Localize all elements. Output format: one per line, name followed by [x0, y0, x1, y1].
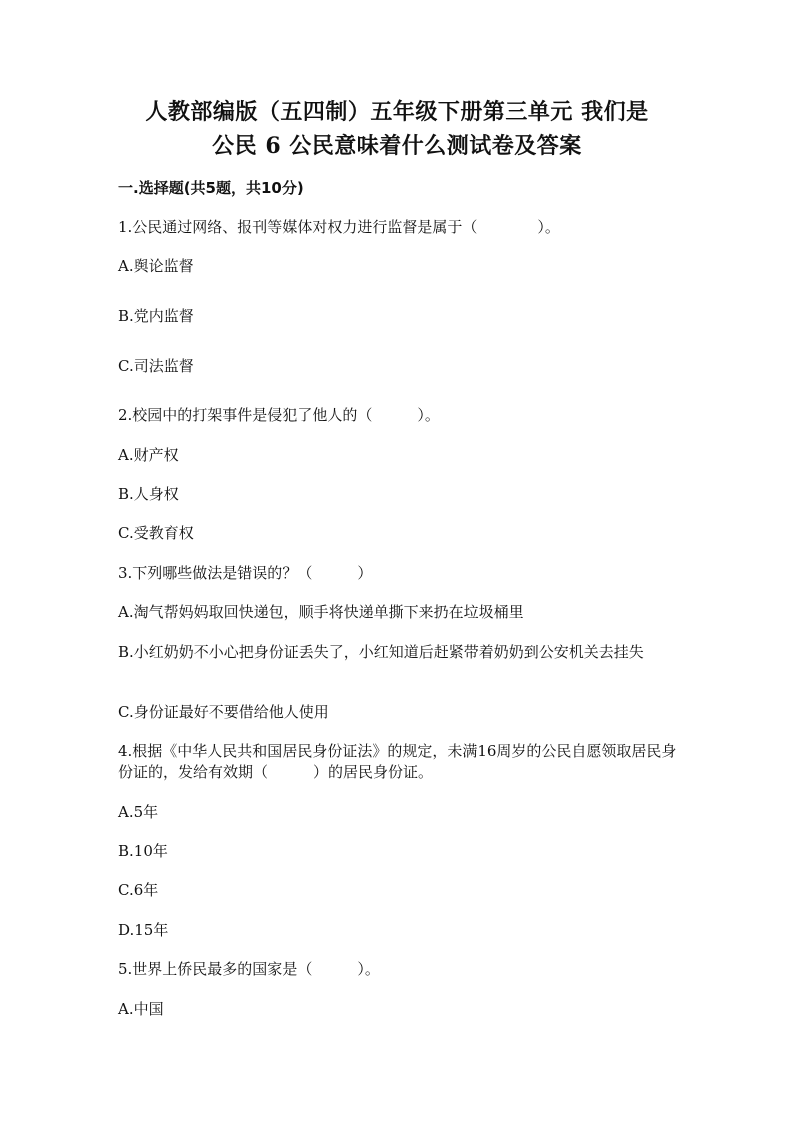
question-1-option-a: A.舆论监督 [118, 257, 194, 275]
question-4-option-d: D.15年 [118, 921, 169, 939]
question-2-option-b: B.人身权 [118, 485, 179, 503]
question-4-option-b: B.10年 [118, 842, 168, 860]
question-4-option-c: C.6年 [118, 881, 159, 899]
question-3-option-a: A.淘气帮妈妈取回快递包，顺手将快递单撕下来扔在垃圾桶里 [118, 603, 524, 621]
question-2-option-a: A.财产权 [118, 446, 179, 464]
question-1-option-b: B.党内监督 [118, 307, 194, 325]
question-1-option-c: C.司法监督 [118, 357, 194, 375]
question-5-option-a: A.中国 [118, 1000, 164, 1018]
section-header: 一.选择题(共5题，共10分) [118, 179, 304, 197]
question-4-option-a: A.5年 [118, 803, 159, 821]
title-line-2: 公民 6 公民意味着什么测试卷及答案 [212, 133, 582, 159]
question-5-stem: 5.世界上侨民最多的国家是（ ）。 [118, 960, 380, 978]
question-2-option-c: C.受教育权 [118, 524, 194, 542]
question-1-stem: 1.公民通过网络、报刊等媒体对权力进行监督是属于（ ）。 [118, 218, 560, 236]
question-2-stem: 2.校园中的打架事件是侵犯了他人的（ ）。 [118, 406, 440, 424]
question-4-stem: 4.根据《中华人民共和国居民身份证法》的规定，未满16周岁的公民自愿领取居民身份证的，发给有效期（ ）的居民身份证。 [118, 742, 677, 781]
question-3-option-b: B.小红奶奶不小心把身份证丢失了，小红知道后赶紧带着奶奶到公安机关去挂失 [118, 643, 644, 661]
question-3-stem: 3.下列哪些做法是错误的？（ ） [118, 564, 373, 582]
question-3-option-c: C.身份证最好不要借给他人使用 [118, 703, 329, 721]
title-line-1: 人教部编版（五四制）五年级下册第三单元 我们是 [145, 99, 649, 125]
